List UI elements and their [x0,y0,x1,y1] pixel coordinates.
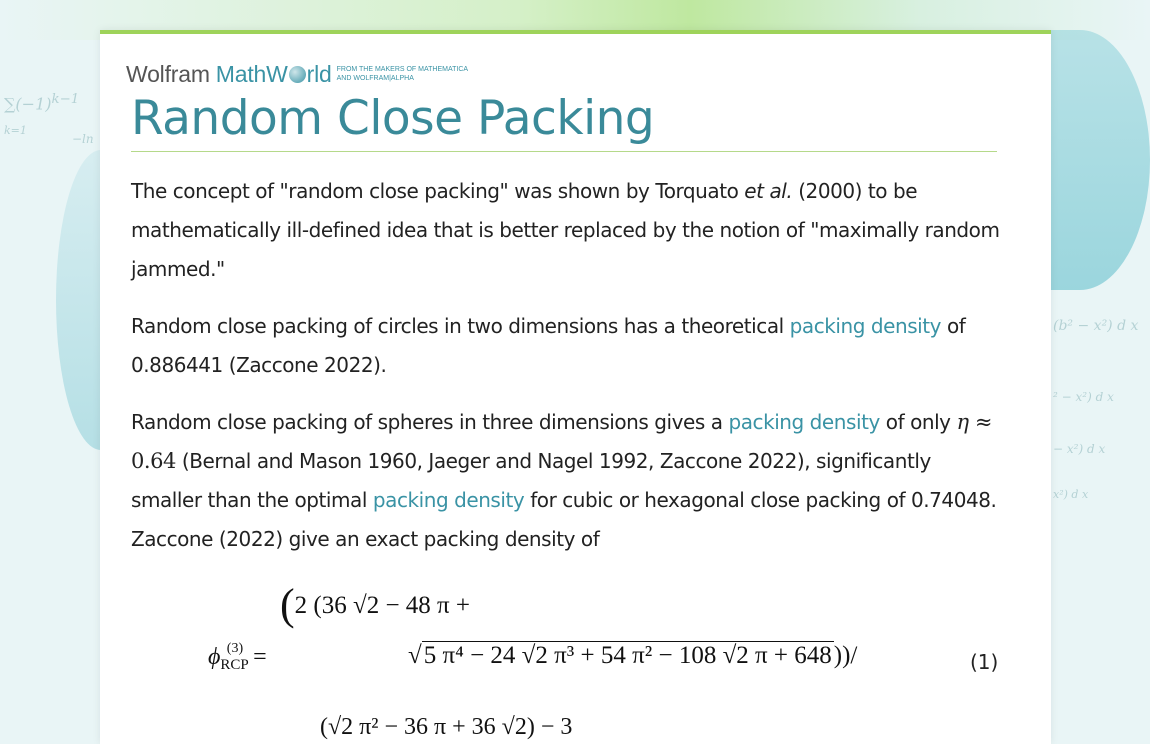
decorative-math-integral-3: − x²) d x [1053,442,1106,456]
decorative-math-integral-2: ² − x²) d x [1053,390,1114,404]
inline-math-eta: η ≈ 0.64 [131,410,992,473]
link-packing-density-1[interactable]: packing density [789,314,942,338]
equation-line-1: (2 (36 √2 − 48 π + [280,580,471,629]
equation-number: (1) [970,650,999,674]
link-packing-density-3[interactable]: packing density [372,488,525,512]
globe-icon [289,66,306,83]
brand-wolfram: Wolfram [126,60,210,87]
equation-block [100,574,1051,744]
link-packing-density-2[interactable]: packing density [728,410,880,434]
paragraph-spheres: Random close packing of spheres in three dimensions gives a packing density of only η ≈ 0.64 (Bernal and Mason 1960, Jaeger and Nagel 1992, Zaccone 2022), significantly smaller than the optimal packing density for cubic or hexagonal close packing of 0.74048. Zaccone (2022) give an exact packing density of [131,410,997,551]
article-body [131,172,1001,577]
decorative-math-ln: −ln [72,132,94,146]
paragraph-intro: The concept of "random close packing" was shown by Torquato et al. (2000) to be mathematically ill-defined idea that is better replaced by the notion of "maximally random jammed." [131,179,1000,281]
brand-tagline: FROM THE MAKERS OF MATHEMATICA AND WOLFRAM|ALPHA [336,66,469,82]
equation-lhs: $\phi_{RCP}^{(3)}$ = [208,641,267,673]
page-title: Random Close Packing [131,91,655,146]
decorative-math-sum: $\sum(-1)^{k-1}$ [4,92,80,114]
equation-line-3: (√2 π² − 36 π + 36 √2) − 3 [320,714,573,740]
paragraph-circles: Random close packing of circles in two dimensions has a theoretical packing density of 0.886441 (Zaccone 2022). [131,314,966,377]
title-divider [131,151,997,152]
equation-line-2: √5 π⁴ − 24 √2 π³ + 54 π² − 108 √2 π + 648))/ [408,642,858,669]
decorative-math-integral-4: x²) d x [1053,488,1089,501]
brand-mathworld: MathW rld [215,60,332,87]
decorative-math-index: k=1 [4,124,27,137]
article-card [100,30,1051,744]
decorative-math-integral-1: (b² − x²) d x [1053,318,1139,334]
mathworld-logo-link[interactable] [126,60,468,88]
